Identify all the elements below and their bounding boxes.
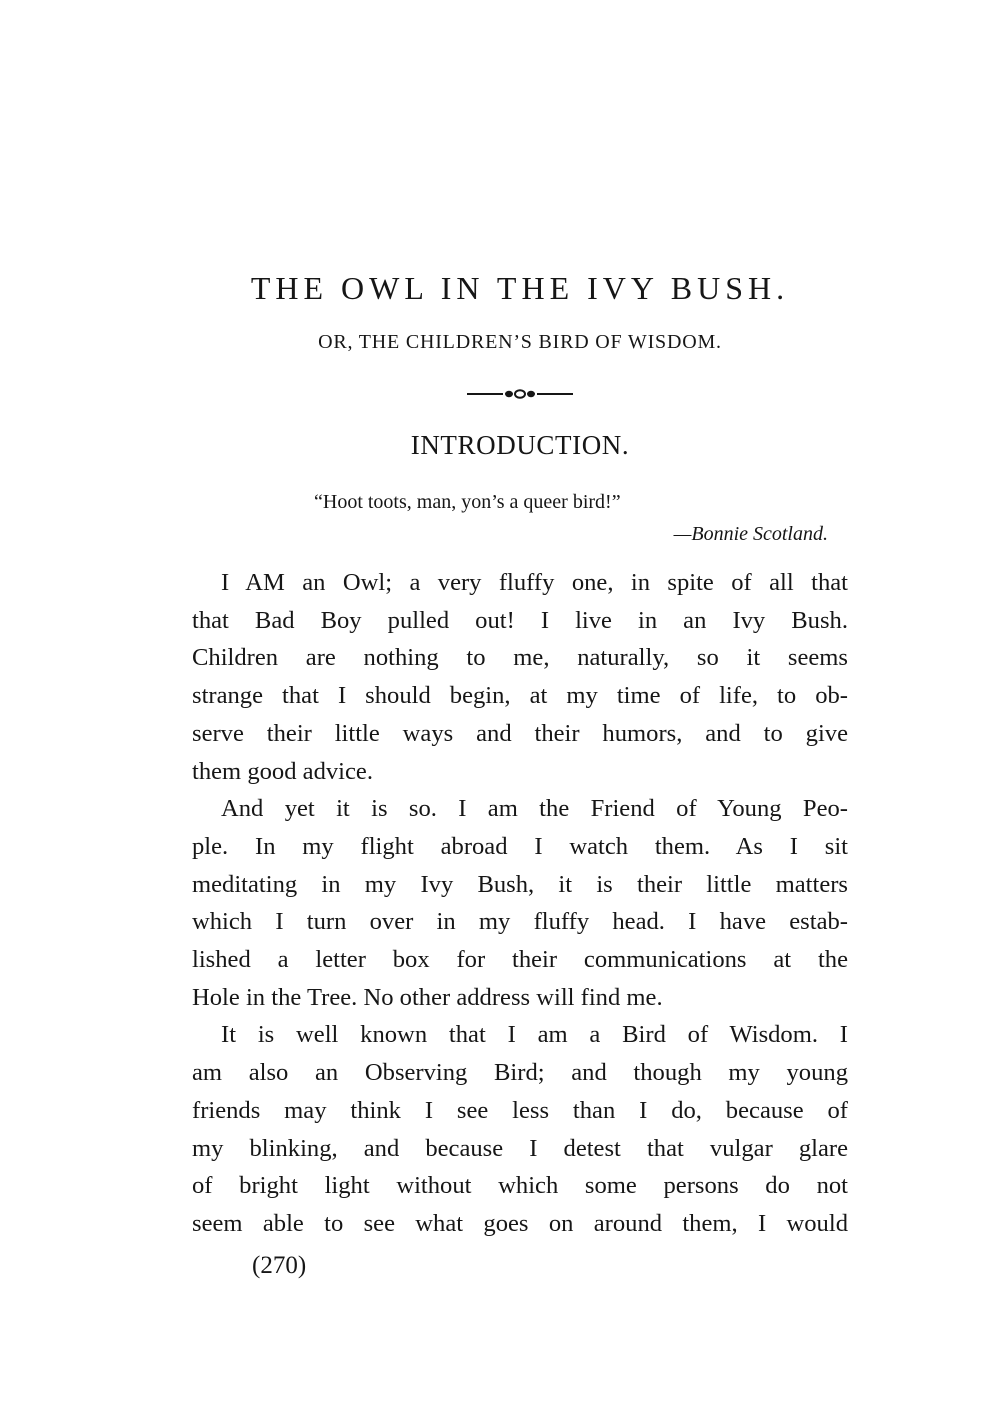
text-line: ple. In my flight abroad I watch them. As I sit [192, 832, 848, 860]
text-line: that Bad Boy pulled out! I live in an Ivy Bush. [192, 606, 848, 634]
text-line: Children are nothing to me, naturally, so it seems [192, 644, 848, 672]
section-heading: INTRODUCTION. [410, 430, 630, 460]
text-line: my blinking, and because I detest that vulgar glare [192, 1134, 848, 1162]
text-line: of bright light without which some persons do not [192, 1172, 848, 1200]
ornament-divider [467, 386, 573, 402]
paragraph [192, 1016, 848, 1242]
page-number: (270) [252, 1252, 307, 1279]
text-line: meditating in my Ivy Bush, it is their little matters [192, 870, 848, 898]
text-line: It is well known that I am a Bird of Wisdom. I [221, 1021, 848, 1049]
text-line: And yet it is so. I am the Friend of Young Peo- [221, 795, 848, 823]
chapter-title: THE OWL IN THE IVY BUSH. [250, 270, 790, 306]
epigraph-attribution: —Bonnie Scotland. [673, 523, 828, 545]
text-line: friends may think I see less than I do, because of [192, 1096, 848, 1124]
chapter-subtitle: OR, THE CHILDREN’S BIRD OF WISDOM. [318, 331, 722, 353]
text-line: lished a letter box for their communications at the [192, 946, 848, 974]
text-line: them good advice. [192, 757, 373, 785]
body-text [192, 564, 848, 1243]
text-line: which I turn over in my fluffy head. I have estab- [192, 908, 848, 936]
text-line: serve their little ways and their humors, and to give [192, 719, 848, 747]
text-line: strange that I should begin, at my time of life, to ob- [192, 682, 848, 710]
text-line: Hole in the Tree. No other address will find me. [192, 983, 663, 1011]
epigraph-quote: “Hoot toots, man, yon’s a queer bird!” [314, 491, 621, 513]
text-line: I AM an Owl; a very fluffy one, in spite of all that [221, 569, 848, 596]
text-line: seem able to see what goes on around them, I would [192, 1209, 848, 1237]
paragraph [192, 790, 848, 1016]
paragraph [192, 564, 848, 790]
text-line: am also an Observing Bird; and though my young [192, 1059, 848, 1087]
